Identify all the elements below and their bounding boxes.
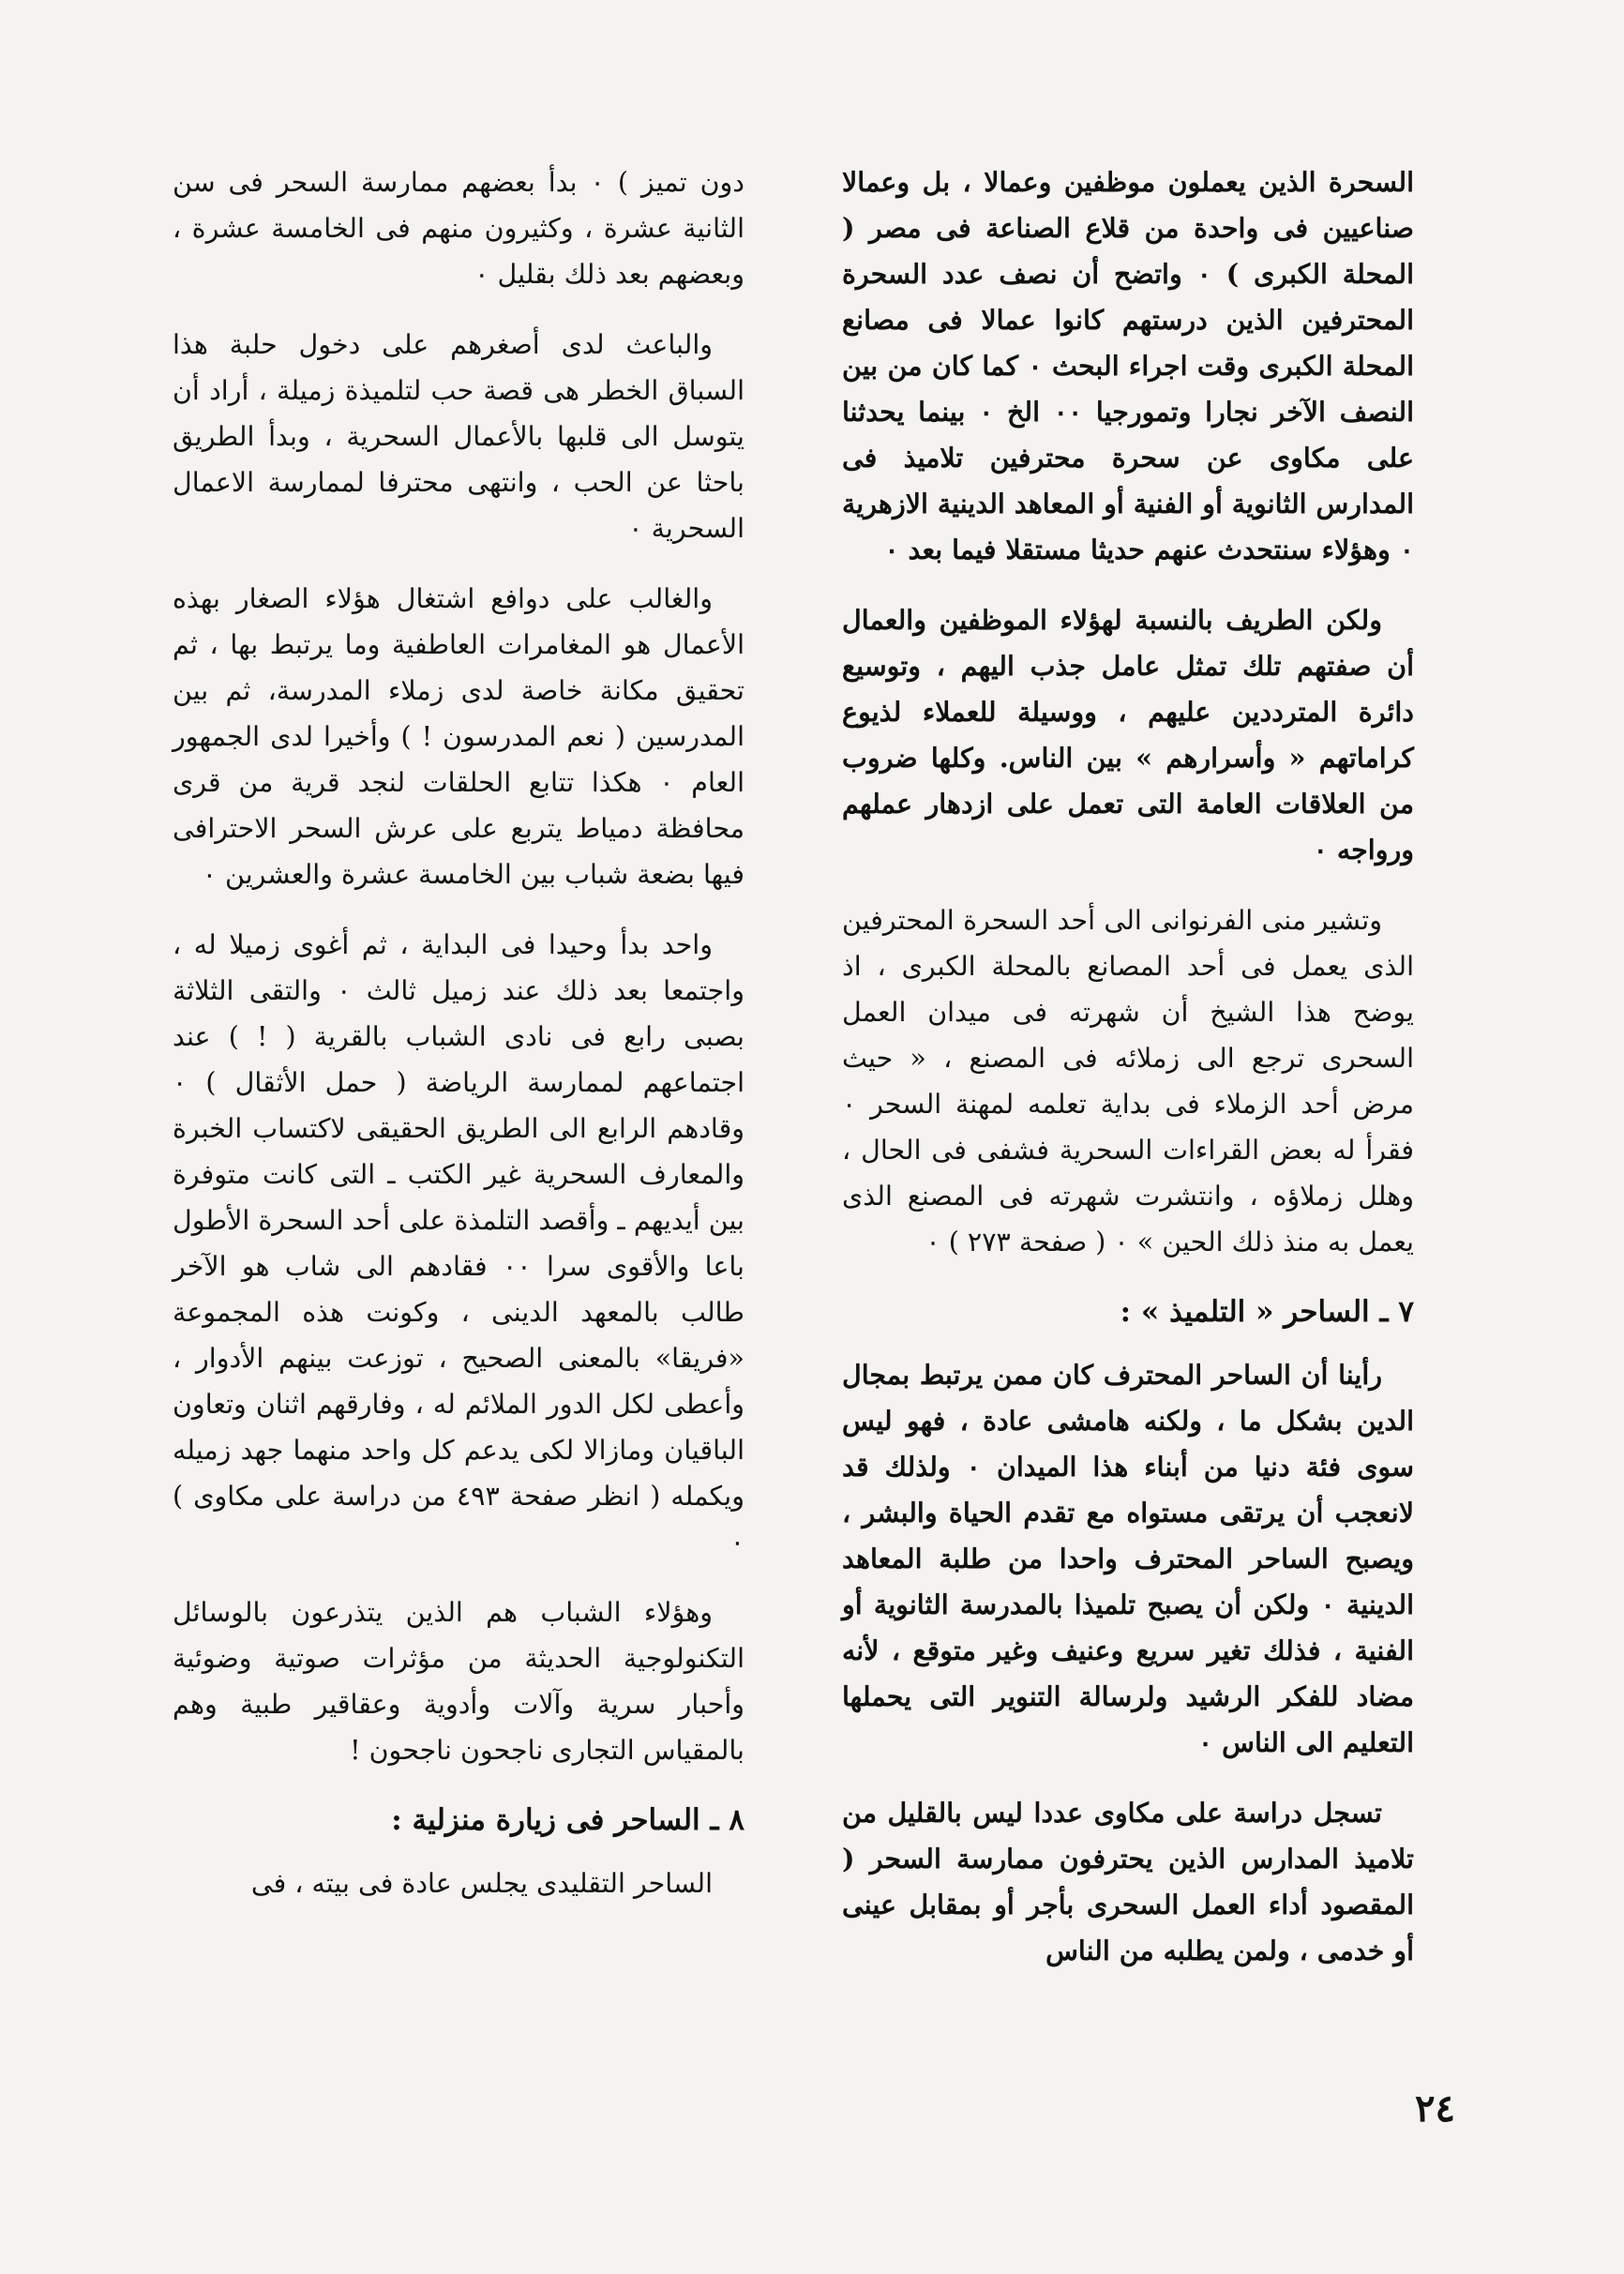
page-number: ٢٤	[1415, 2086, 1455, 2131]
right-column	[842, 159, 1414, 1998]
left-column	[173, 159, 744, 1931]
paragraph: الساحر التقليدى يجلس عادة فى بيته ، فى	[250, 1868, 713, 1899]
paragraph: ولكن الطريف بالنسبة لهؤلاء الموظفين والعمال أن صفتهم تلك تمثل عامل جذب اليهم ، وتوسيع دائرة المترددين عليهم ، ووسيلة للعملاء لذيوع كراماتهم « وأسرارهم » بين الناس. وكلها ضروب من العلاقات العامة التى تعمل على ازدهار عملهم ورواجه ٠	[842, 604, 1414, 866]
paragraph: رأينا أن الساحر المحترف كان ممن يرتبط بمجال الدين بشكل ما ، ولكنه هامشى عادة ، فهو ليس سوى فئة دنيا من أبناء هذا الميدان ٠ ولذلك قد لانعجب أن يرتقى مستواه مع تقدم الحياة والبشر ، ويصبح الساحر المحترف واحدا من طلبة المعاهد الدينية ٠ ولكن أن يصبح تلميذا بالمدرسة الثانوية أو الفنية ، فذلك تغير سريع وعنيف وغير متوقع ، لأنه مضاد للفكر الرشيد ولرسالة التنوير التى يحملها التعليم الى الناس ٠	[842, 1359, 1414, 1758]
paragraph: والغالب على دوافع اشتغال هؤلاء الصغار بهذه الأعمال هو المغامرات العاطفية وما يرتبط بها ، ثم تحقيق مكانة خاصة لدى زملاء المدرسة، ثم بين المدرسين ( نعم المدرسون ! ) وأخيرا لدى الجمهور العام ٠ هكذا تتابع الحلقات لنجد قرية من قرى محافظة دمياط يتربع على عرش السحر الاحترافى فيها بضعة شباب بين الخامسة عشرة والعشرين ٠	[173, 583, 744, 890]
paragraph: واحد بدأ وحيدا فى البداية ، ثم أغوى زميلا له ، واجتمعا بعد ذلك عند زميل ثالث ٠ والتقى الثلاثة بصبى رابع فى نادى الشباب بالقرية ( ! ) عند اجتماعهم لممارسة الرياضة ( حمل الأثقال ) ٠ وقادهم الرابع الى الطريق الحقيقى لاكتساب الخبرة والمعارف السحرية غير الكتب ـ التى كانت متوفرة بين أيديهم ـ وأقصد التلمذة على أحد السحرة الأطول باعا والأقوى سرا ٠٠ فقادهم الى شاب هو الآخر طالب بالمعهد الدينى ، وكونت هذه المجموعة «فريقا» بالمعنى الصحيح ، توزعت بينهم الأدوار ، وأعطى لكل الدور الملائم له ، وفارقهم اثنان وتعاون الباقيان ومازالا لكى يدعم كل واحد منهما جهد زميله ويكمله ( انظر صفحة ٤٩٣ من دراسة على مكاوى ) ٠	[173, 929, 744, 1558]
paragraph: وتشير منى الفرنوانى الى أحد السحرة المحترفين الذى يعمل فى أحد المصانع بالمحلة الكبرى ، اذ يوضح هذا الشيخ أن شهرته فى ميدان العمل السحرى ترجع الى زملائه فى المصنع ، « حيث مرض أحد الزملاء فى بداية تعلمه لمهنة السحر ٠ فقرأ له بعض القراءات السحرية فشفى فى الحال ، وهلل زملاؤه ، وانتشرت شهرته فى المصنع الذى يعمل به منذ ذلك الحين » ٠ ( صفحة ٢٧٣ ) ٠	[842, 905, 1414, 1257]
paragraph: وهؤلاء الشباب هم الذين يتذرعون بالوسائل التكنولوجية الحديثة من مؤثرات صوتية وضوئية وأحبار سرية وآلات وأدوية وعقاقير طبية وهم بالمقياس التجارى ناجحون ناجحون !	[173, 1597, 744, 1766]
paragraph: دون تميز ) ٠ بدأ بعضهم ممارسة السحر فى سن الثانية عشرة ، وكثيرون منهم فى الخامسة عشرة ، وبعضهم بعد ذلك بقليل ٠	[173, 167, 744, 290]
section-heading-7: ٧ ـ الساحر « التلميذ » :	[1120, 1295, 1414, 1329]
section-heading-8: ٨ ـ الساحر فى زيارة منزلية :	[391, 1803, 744, 1837]
paragraph: السحرة الذين يعملون موظفين وعمالا ، بل وعمالا صناعيين فى واحدة من قلاع الصناعة فى مصر ( المحلة الكبرى ) ٠ واتضح أن نصف عدد السحرة المحترفين الذين درستهم كانوا عمالا فى مصانع المحلة الكبرى وقت اجراء البحث ٠ كما كان من بين النصف الآخر نجارا وتمورجيا ٠٠ الخ ٠ بينما يحدثنا على مكاوى عن سحرة محترفين تلاميذ فى المدارس الثانوية أو الفنية أو المعاهد الدينية الازهرية ٠ وهؤلاء سنتحدث عنهم حديثا مستقلا فيما بعد ٠	[842, 166, 1415, 565]
paragraph: والباعث لدى أصغرهم على دخول حلبة هذا السباق الخطر هى قصة حب لتلميذة زميلة ، أراد أن يتوسل الى قلبها بالأعمال السحرية ، وبدأ الطريق باحثا عن الحب ، وانتهى محترفا لممارسة الاعمال السحرية ٠	[173, 329, 744, 544]
paragraph: تسجل دراسة على مكاوى عددا ليس بالقليل من تلاميذ المدارس الذين يحترفون ممارسة السحر ( المقصود أداء العمل السحرى بأجر أو بمقابل عينى أو خدمى ، ولمن يطلبه من الناس	[842, 1797, 1414, 1966]
